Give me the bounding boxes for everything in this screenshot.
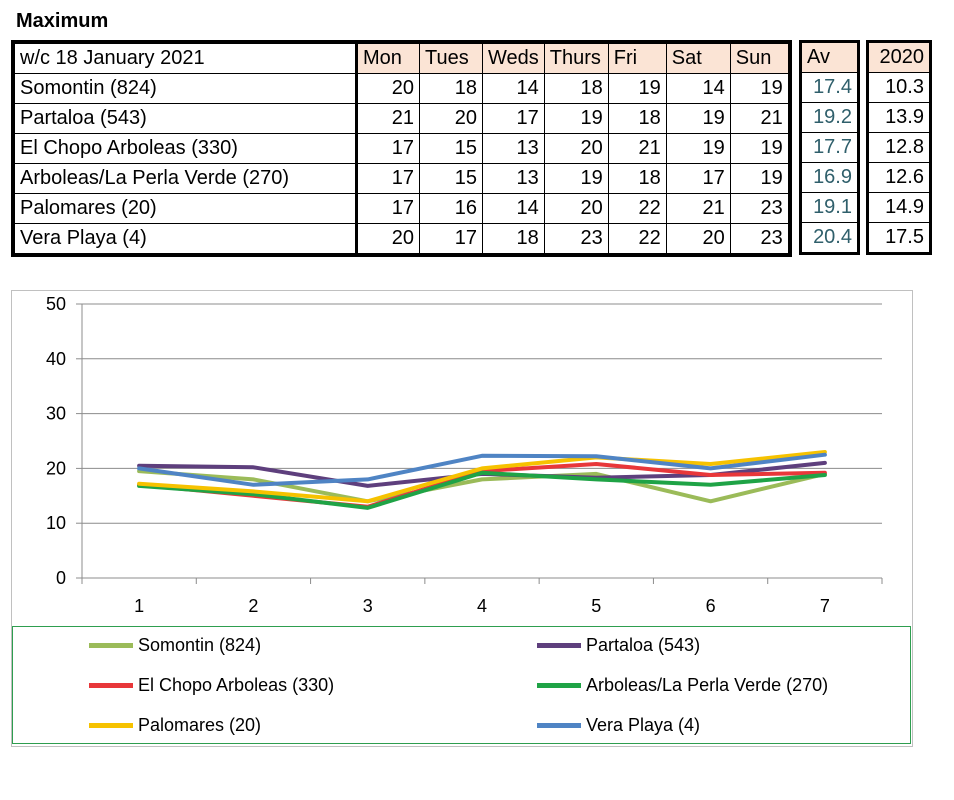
temperature-cell: 17 [357, 134, 420, 164]
temperature-cell: 19 [666, 104, 730, 134]
y-tick-label: 30 [45, 403, 66, 424]
temperature-cell: 20 [357, 224, 420, 256]
station-name: Arboleas/La Perla Verde (270) [13, 164, 357, 194]
year-2020-cell: 17.5 [868, 223, 931, 254]
temperature-cell: 20 [544, 134, 608, 164]
y-tick-label: 50 [45, 294, 66, 314]
average-cell: 16.9 [801, 163, 859, 193]
temperature-cell: 13 [483, 134, 545, 164]
legend-label: Partaloa (543) [586, 635, 701, 655]
legend-swatch [89, 723, 133, 728]
temperature-cell: 21 [608, 134, 666, 164]
year-2020-cell: 12.8 [868, 133, 931, 163]
day-header: Tues [420, 42, 483, 74]
legend-swatch [89, 683, 133, 688]
temperature-cell: 19 [666, 134, 730, 164]
temperature-cell: 18 [608, 164, 666, 194]
legend-item [537, 635, 700, 656]
legend-label: Somontin (824) [138, 635, 262, 655]
x-tick-label: 1 [134, 596, 145, 616]
x-tick-label: 5 [591, 596, 602, 616]
temperature-cell: 17 [666, 164, 730, 194]
temperature-cell: 21 [730, 104, 790, 134]
x-tick-label: 6 [705, 596, 716, 616]
day-header: Weds [483, 42, 545, 74]
temperature-cell: 23 [544, 224, 608, 256]
temperature-cell: 19 [544, 164, 608, 194]
temperature-cell: 18 [483, 224, 545, 256]
temperature-cell: 18 [420, 74, 483, 104]
temperature-cell: 13 [483, 164, 545, 194]
year-2020-cell: 10.3 [868, 73, 931, 103]
temperature-cell: 23 [730, 224, 790, 256]
chart-legend [12, 626, 911, 744]
year-2020-cell: 12.6 [868, 163, 931, 193]
temperature-cell: 22 [608, 194, 666, 224]
temperature-cell: 22 [608, 224, 666, 256]
x-tick-label: 3 [362, 596, 373, 616]
y-tick-label: 20 [45, 458, 66, 479]
station-name: Palomares (20) [13, 194, 357, 224]
average-cell: 19.1 [801, 193, 859, 223]
station-name: Partaloa (543) [13, 104, 357, 134]
legend-label: Palomares (20) [138, 715, 262, 735]
temperature-cell: 15 [420, 134, 483, 164]
temperature-cell: 15 [420, 164, 483, 194]
x-tick-label: 7 [819, 596, 830, 616]
y-tick-label: 0 [55, 568, 66, 588]
station-name: El Chopo Arboleas (330) [13, 134, 357, 164]
temperature-cell: 20 [544, 194, 608, 224]
average-cell: 20.4 [801, 223, 859, 254]
legend-label: Vera Playa (4) [586, 715, 701, 735]
station-name: Vera Playa (4) [13, 224, 357, 256]
temperature-cell: 19 [730, 164, 790, 194]
y-tick-label: 40 [45, 348, 66, 369]
day-header: Thurs [544, 42, 608, 74]
year-2020-cell: 14.9 [868, 193, 931, 223]
temperature-cell: 21 [357, 104, 420, 134]
temperature-cell: 19 [730, 74, 790, 104]
average-cell: 17.7 [801, 133, 859, 163]
legend-item [537, 715, 700, 736]
x-tick-label: 2 [248, 596, 259, 616]
legend-item [89, 675, 334, 696]
temperature-cell: 16 [420, 194, 483, 224]
temperature-cell: 18 [544, 74, 608, 104]
temperature-cell: 17 [357, 164, 420, 194]
average-header: Av [801, 42, 859, 73]
day-header: Sun [730, 42, 790, 74]
station-name: Somontin (824) [13, 74, 357, 104]
legend-item [89, 635, 261, 656]
page-title: Maximum [16, 10, 109, 32]
legend-swatch [537, 643, 581, 648]
year-header: 2020 [868, 42, 931, 73]
legend-item [89, 715, 261, 736]
temperature-cell: 20 [666, 224, 730, 256]
temperature-cell: 14 [483, 74, 545, 104]
x-tick-label: 4 [476, 596, 488, 616]
legend-swatch [537, 723, 581, 728]
temperature-cell: 19 [608, 74, 666, 104]
temperature-cell: 14 [666, 74, 730, 104]
temperature-cell: 17 [357, 194, 420, 224]
legend-label: El Chopo Arboleas (330) [138, 675, 335, 695]
temperature-cell: 18 [608, 104, 666, 134]
week-label: w/c 18 January 2021 [13, 42, 357, 74]
day-header: Mon [357, 42, 420, 74]
legend-swatch [89, 643, 133, 648]
temperature-cell: 17 [483, 104, 545, 134]
temperature-cell: 19 [544, 104, 608, 134]
temperature-cell: 21 [666, 194, 730, 224]
day-header: Fri [608, 42, 666, 74]
legend-label: Arboleas/La Perla Verde (270) [586, 675, 829, 695]
day-header: Sat [666, 42, 730, 74]
y-tick-label: 10 [45, 513, 66, 534]
year-2020-cell: 13.9 [868, 103, 931, 133]
temperature-cell: 20 [420, 104, 483, 134]
temperature-cell: 19 [730, 134, 790, 164]
temperature-cell: 23 [730, 194, 790, 224]
temperature-cell: 14 [483, 194, 545, 224]
average-cell: 19.2 [801, 103, 859, 133]
average-cell: 17.4 [801, 73, 859, 103]
temperature-cell: 17 [420, 224, 483, 256]
temperature-cell: 20 [357, 74, 420, 104]
legend-swatch [537, 683, 581, 688]
legend-item [537, 675, 828, 696]
